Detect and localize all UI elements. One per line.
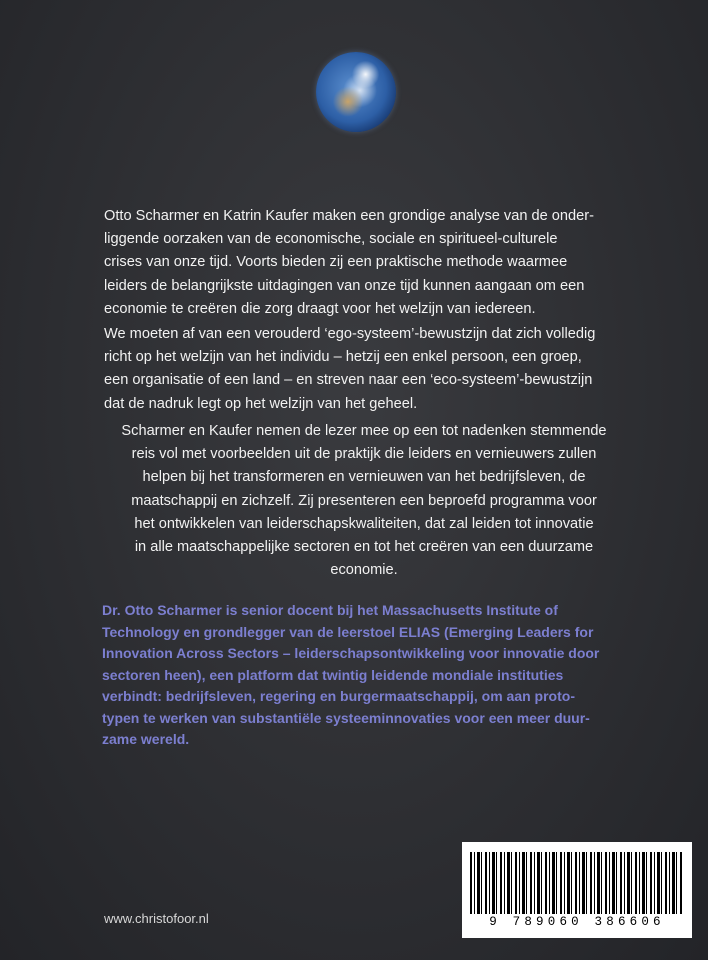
intro-paragraph: [104, 205, 624, 321]
journey-paragraph: [104, 420, 624, 582]
paragraph-2: We moeten af van een verouderd ‘ego-systeem’-bewustzijn dat zich volledig richt op het welzijn van het individu – hetzij een enkel persoon, een groep, een organisatie of een land – en streven naar een ‘eco-systeem’-bewustzijn dat de nadruk legt op het welzijn van het geheel.: [104, 326, 596, 412]
barcode-icon: [470, 852, 682, 914]
publisher-website: www.christofoor.nl: [104, 911, 209, 926]
ego-system-paragraph: [104, 323, 624, 416]
barcode: [462, 842, 692, 938]
paragraph-1: Otto Scharmer en Katrin Kaufer maken een grondige analyse van de onder- liggende oorzaken van de economische, sociale en spiritueel-culturele crises van onze tijd. Voorts bieden zij een praktische methode waarmee leiders de belangrijkste uitdagingen van onze tijd kunnen aangaan om een economie te creëren die zorg draagt voor het welzijn van iedereen.: [104, 208, 594, 317]
isbn-number: 9 789060 386606: [489, 915, 665, 929]
author-bio: Dr. Otto Scharmer is senior docent bij het Massachusetts Institute of Technology en grondlegger van de leerstoel ELIAS (Emerging Leaders for Innovation Across Sectors – leiderschapsontwikkeling voor innovatie door sectoren heen), een platform dat twintig leidende mondiale instituties verbindt: bedrijfsleven, regering en burgermaatschappij, om aan proto- typen te werken van substantiële systeeminnovaties voor een meer duur- zame wereld.: [102, 602, 600, 747]
paragraph-3: Scharmer en Kaufer nemen de lezer mee op een tot nadenken stemmende reis vol met voorbeelden uit de praktijk die leiders en vernieuwers zullen helpen bij het transformeren en vernieuwen van het bedrijfsleven, de maatschappij en zichzelf. Zij presenteren een beproefd programma voor het ontwikkelen van leiderschapskwaliteiten, dat zal leiden tot innovatie in alle maatschappelijke sectoren en tot het creëren van een duurzame economie.: [121, 423, 607, 579]
earth-globe-icon: [316, 52, 396, 132]
